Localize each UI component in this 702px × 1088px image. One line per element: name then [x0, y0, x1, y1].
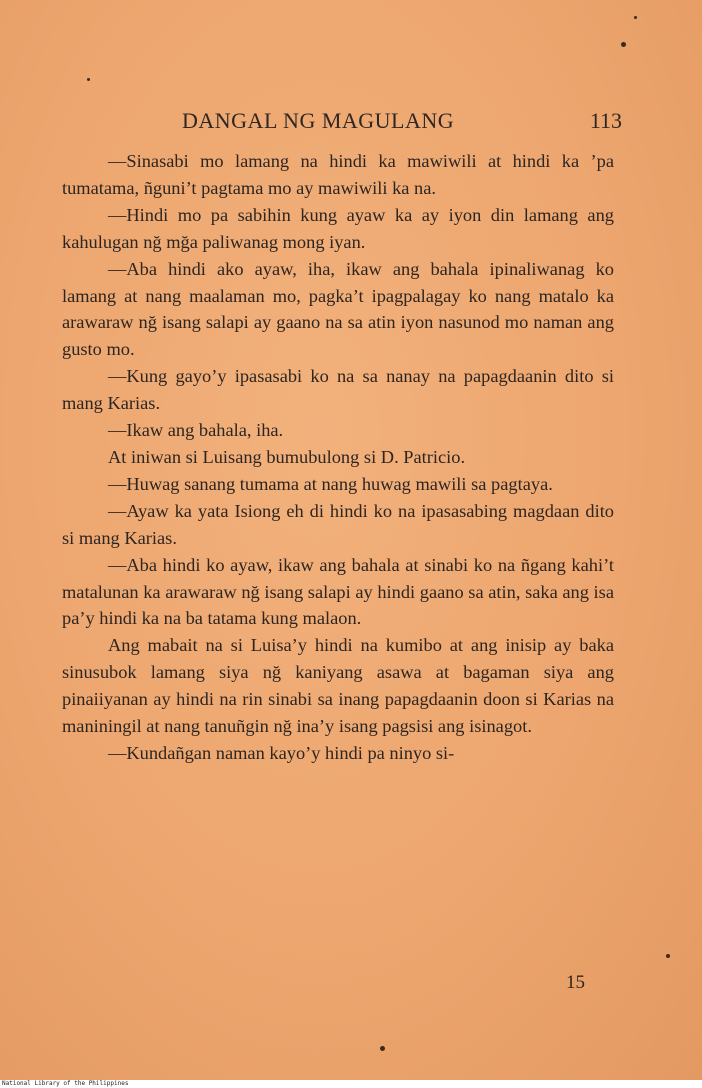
paragraph: —Aba hindi ako ayaw, iha, ikaw ang bahala ipinaliwanag ko lamang at nang maalaman mo, pagka’t ipagpalagay ko nang matalo ka arawaraw nğ isang salapi ay gaano na sa atin iyon nasunod mo naman ang gusto mo. — [62, 258, 614, 360]
paragraph: —Aba hindi ko ayaw, ikaw ang bahala at sinabi ko na ñgang kahi’t matalunan ka arawaraw nğ isang salapi ay hindi gaano sa atin, saka ang isa pa’y hindi ka na ba tatama kung malaon. — [62, 554, 614, 629]
body-text — [62, 148, 614, 767]
ink-spot — [634, 16, 637, 19]
ink-spot — [666, 954, 670, 958]
paragraph: Ang mabait na si Luisa’y hindi na kumibo at ang inisip ay baka sinusubok lamang siya nğ kaniyang asawa at bagaman siya ang pinaiiyanan ay hindi na rin sinabi sa inang papagdaanin doon si Karias na maniningil at nang tanuñgin nğ ina’y isang pagsisi ang isinagot. — [62, 635, 614, 737]
paragraph: —Hindi mo pa sabihin kung ayaw ka ay iyon din lamang ang kahulugan nğ mğa paliwanag mong iyan. — [62, 204, 614, 252]
signature-mark: 15 — [566, 972, 585, 993]
page-header — [60, 108, 622, 138]
paragraph: —Huwag sanang tumama at nang huwag mawili sa pagtaya. — [108, 473, 553, 494]
library-credit: National Library of the Philippines — [0, 1080, 702, 1088]
paragraph: —Ayaw ka yata Isiong eh di hindi ko na ipasasabing magdaan dito si mang Karias. — [62, 500, 614, 548]
running-title: DANGAL NG MAGULANG — [182, 108, 455, 133]
paragraph: At iniwan si Luisang bumubulong si D. Patricio. — [108, 446, 466, 467]
paragraph: —Kundañgan naman kayo’y hindi pa ninyo si- — [108, 742, 455, 763]
ink-spot — [380, 1046, 385, 1051]
ink-spot — [87, 78, 90, 81]
page-number: 113 — [589, 108, 622, 133]
ink-spot — [621, 42, 626, 47]
paragraph: —Ikaw ang bahala, iha. — [108, 420, 284, 441]
paragraph: —Kung gayo’y ipasasabi ko na sa nanay na papagdaanin dito si mang Karias. — [62, 366, 614, 414]
paragraph: —Sinasabi mo lamang na hindi ka mawiwili at hindi ka ’pa tumatama, ñguni’t pagtama mo ay mawiwili ka na. — [62, 151, 614, 198]
